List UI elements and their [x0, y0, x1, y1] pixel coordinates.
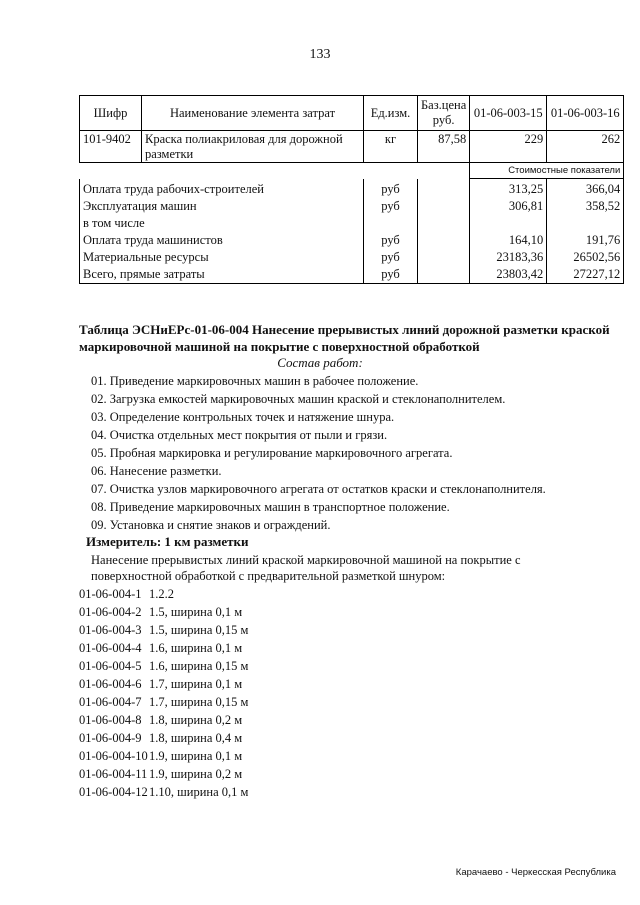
summary-value-16: 27227,12: [547, 266, 624, 284]
list-item: 05. Пробная маркировка и регулирование маркировочного агрегата.: [91, 446, 453, 460]
summary-value-15: 313,25: [470, 179, 547, 199]
resource-code: 101-9402: [80, 131, 142, 163]
table-row: [80, 131, 624, 163]
list-item: [79, 621, 248, 639]
resource-value-15: 229: [470, 131, 547, 163]
list-item: [79, 729, 248, 747]
header-01-06-003-15: 01-06-003-15: [470, 96, 547, 131]
list-item: 06. Нанесение разметки.: [91, 464, 222, 478]
code-text: 1.5, ширина 0,15 м: [149, 623, 249, 637]
code: 01-06-004-1: [79, 587, 142, 601]
code: 01-06-004-3: [79, 623, 142, 637]
list-item: 07. Очистка узлов маркировочного агрегата от остатков краски и стеклонаполнителя.: [91, 482, 546, 496]
cost-indicators-caption: Стоимостные показатели: [470, 163, 624, 179]
section-title: Таблица ЭСНиЕРс-01-06-004 Нанесение прерывистых линий дорожной разметки краской маркировочной машиной на покрытие с поверхностной обработкой: [79, 322, 610, 354]
code: 01-06-004-5: [79, 659, 142, 673]
table-row: [80, 266, 624, 284]
caption-row: [80, 163, 624, 179]
list-item: [79, 765, 248, 783]
list-item: [79, 693, 248, 711]
table-row: [80, 215, 624, 232]
table-row: [80, 232, 624, 249]
list-item: [79, 675, 248, 693]
code-text: 1.2.2: [149, 587, 174, 601]
summary-label: в том числе: [80, 215, 364, 232]
code-text: 1.6, ширина 0,1 м: [149, 641, 243, 655]
code-text: 1.6, ширина 0,15 м: [149, 659, 249, 673]
list-item: 01. Приведение маркировочных машин в рабочее положение.: [91, 374, 419, 388]
summary-value-15: 23183,36: [470, 249, 547, 266]
header-name: Наименование элемента затрат: [142, 96, 364, 131]
header-code: Шифр: [80, 96, 142, 131]
summary-value-15: 306,81: [470, 198, 547, 215]
code: 01-06-004-2: [79, 605, 142, 619]
code-text: 1.9, ширина 0,2 м: [149, 767, 243, 781]
list-item: 08. Приведение маркировочных машин в транспортное положение.: [91, 500, 450, 514]
list-item: [79, 603, 248, 621]
code-text: 1.10, ширина 0,1 м: [149, 785, 249, 799]
code: 01-06-004-4: [79, 641, 142, 655]
code-text: 1.9, ширина 0,1 м: [149, 749, 243, 763]
summary-unit: руб: [364, 232, 418, 249]
resource-unit: кг: [364, 131, 418, 163]
summary-value-15: 164,10: [470, 232, 547, 249]
codes-list: [79, 585, 248, 801]
summary-unit: руб: [364, 179, 418, 199]
works-list: [91, 372, 546, 534]
list-item: [79, 657, 248, 675]
page-number: 133: [309, 47, 331, 62]
summary-label: Оплата труда рабочих-строителей: [80, 179, 364, 199]
summary-value-16: 358,52: [547, 198, 624, 215]
code: 01-06-004-7: [79, 695, 142, 709]
resource-price: 87,58: [418, 131, 470, 163]
summary-label: Эксплуатация машин: [80, 198, 364, 215]
summary-value-15: 23803,42: [470, 266, 547, 284]
resource-value-16: 262: [547, 131, 624, 163]
list-item: [79, 585, 248, 603]
code: 01-06-004-8: [79, 713, 142, 727]
table-header-row: [80, 96, 624, 131]
summary-value-16: 366,04: [547, 179, 624, 199]
footer-region: Карачаево - Черкесская Республика: [455, 867, 616, 878]
resource-name: Краска полиакриловая для дорожной разметки: [142, 131, 364, 163]
summary-value-16: 191,76: [547, 232, 624, 249]
code-text: 1.8, ширина 0,2 м: [149, 713, 243, 727]
list-item: 04. Очистка отдельных мест покрытия от пыли и грязи.: [91, 428, 388, 442]
code: 01-06-004-6: [79, 677, 142, 691]
summary-label: Всего, прямые затраты: [80, 266, 364, 284]
header-price: Баз.цена руб.: [418, 96, 470, 131]
code-text: 1.8, ширина 0,4 м: [149, 731, 243, 745]
summary-unit: руб: [364, 249, 418, 266]
list-item: [79, 747, 248, 765]
code: 01-06-004-9: [79, 731, 142, 745]
list-item: [79, 711, 248, 729]
list-item: 02. Загрузка емкостей маркировочных машин краской и стеклонаполнителем.: [91, 392, 506, 406]
code: 01-06-004-10: [79, 749, 148, 763]
header-01-06-003-16: 01-06-003-16: [547, 96, 624, 131]
code-text: 1.5, ширина 0,1 м: [149, 605, 243, 619]
summary-label: Оплата труда машинистов: [80, 232, 364, 249]
code-text: 1.7, ширина 0,15 м: [149, 695, 249, 709]
meter-label: Измеритель: 1 км разметки: [86, 534, 249, 549]
description: Нанесение прерывистых линий краской маркировочной машиной на покрытие с поверхностной обработкой с предварительной разметкой шнуром:: [91, 553, 521, 583]
summary-value-16: 26502,56: [547, 249, 624, 266]
cost-table: [79, 95, 624, 284]
list-item: 09. Установка и снятие знаков и ограждений.: [91, 518, 331, 532]
summary-unit: руб: [364, 198, 418, 215]
table-row: [80, 179, 624, 199]
summary-unit: руб: [364, 266, 418, 284]
header-unit: Ед.изм.: [364, 96, 418, 131]
code: 01-06-004-12: [79, 785, 148, 799]
summary-label: Материальные ресурсы: [80, 249, 364, 266]
section-subtitle: Состав работ:: [277, 355, 363, 370]
code: 01-06-004-11: [79, 767, 148, 781]
list-item: 03. Определение контрольных точек и натяжение шнура.: [91, 410, 395, 424]
list-item: [79, 783, 248, 801]
table-row: [80, 198, 624, 215]
code-text: 1.7, ширина 0,1 м: [149, 677, 243, 691]
table-row: [80, 249, 624, 266]
list-item: [79, 639, 248, 657]
